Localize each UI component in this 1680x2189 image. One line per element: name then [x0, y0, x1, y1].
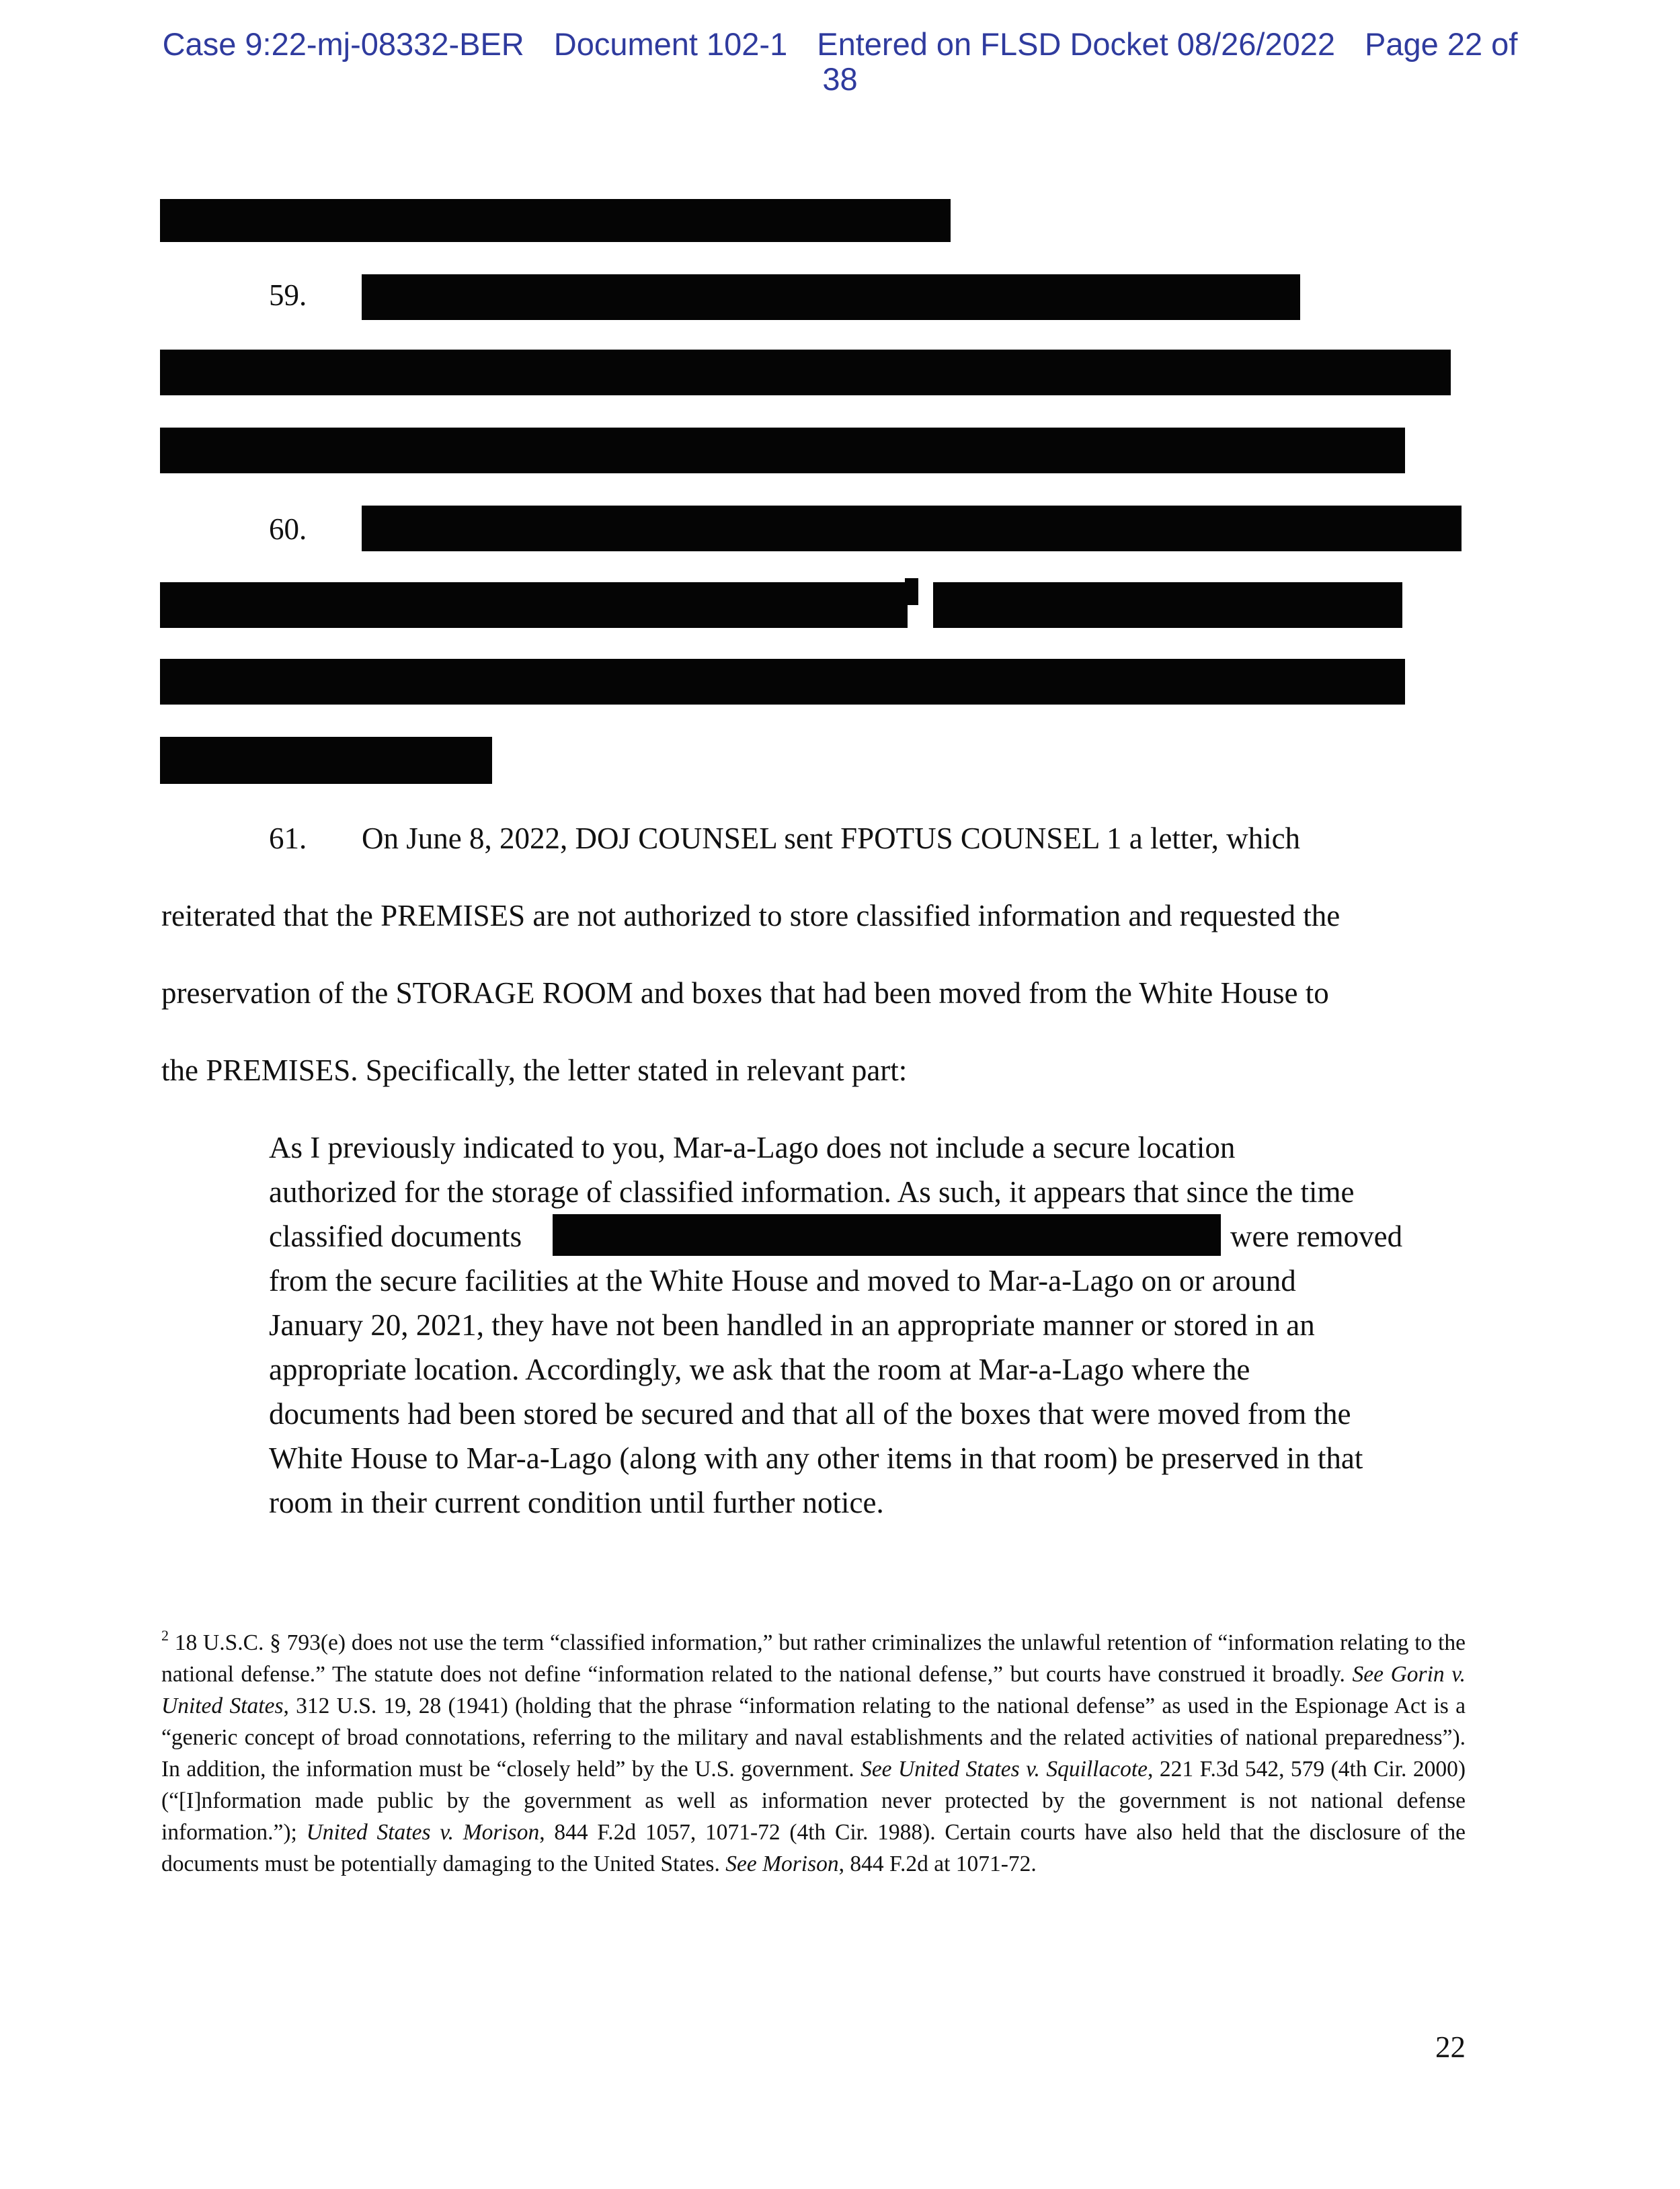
footnote-marker: 2 — [161, 1627, 169, 1644]
redaction-block — [905, 578, 918, 605]
redaction-block — [362, 506, 1462, 551]
quote-line-7: documents had been stored be secured and that all of the boxes that were moved from the — [269, 1397, 1351, 1431]
footnote-text: , 844 F.2d at 1071-72. — [838, 1852, 1037, 1876]
quote-line-1: As I previously indicated to you, Mar-a-Lago does not include a secure location — [269, 1131, 1236, 1164]
redaction-block — [553, 1214, 1221, 1256]
paragraph-61-number: 61. — [269, 822, 307, 855]
paragraph-59-number: 59. — [269, 278, 307, 312]
redaction-block — [160, 199, 951, 242]
redaction-block — [160, 582, 908, 628]
redaction-block — [160, 350, 1451, 395]
paragraph-61-line-1: On June 8, 2022, DOJ COUNSEL sent FPOTUS COUNSEL 1 a letter, which — [362, 822, 1301, 855]
docket-header — [0, 27, 1680, 97]
redaction-block — [160, 659, 1405, 705]
quote-line-8: White House to Mar-a-Lago (along with any other items in that room) be preserved in that — [269, 1441, 1363, 1475]
quote-line-6: appropriate location. Accordingly, we ask that the room at Mar-a-Lago where the — [269, 1353, 1250, 1386]
footnote-2 — [161, 1627, 1466, 1880]
footnote-citation: See Morison — [725, 1852, 839, 1876]
page-number: 22 — [1435, 2030, 1466, 2064]
footnote-text: 18 U.S.C. § 793(e) does not use the term “classified information,” but rather criminalizes the unlawful retention of “information relating to the national defense.” The statute does not define “information related to the national defense,” but courts have construed it broadly. — [161, 1630, 1466, 1687]
quote-line-2: authorized for the storage of classified information. As such, it appears that since the time — [269, 1175, 1355, 1209]
case-number: Case 9:22-mj-08332-BER — [162, 26, 524, 62]
redaction-block — [160, 428, 1405, 473]
quote-line-3-start: classified documents — [269, 1220, 522, 1253]
page-total: 38 — [822, 61, 858, 97]
paragraph-61-line-3: preservation of the STORAGE ROOM and boxes that had been moved from the White House to — [161, 976, 1329, 1010]
redaction-block — [362, 274, 1300, 320]
paragraph-61-line-2: reiterated that the PREMISES are not authorized to store classified information and requested the — [161, 899, 1341, 932]
quote-line-4: from the secure facilities at the White House and moved to Mar-a-Lago on or around — [269, 1264, 1296, 1298]
redaction-block — [160, 737, 492, 784]
page-of: Page 22 of — [1365, 26, 1518, 62]
docket-header-line-1 — [0, 27, 1680, 62]
paragraph-60-number: 60. — [269, 512, 307, 546]
footnote-text: , 844 F.2d 1057, 1071-72 (4th Cir. 1988). Certain courts have also held that the disclosure of the documents must be potentially damaging to the United States. — [161, 1820, 1466, 1876]
redaction-block — [933, 582, 1402, 628]
footnote-citation: See United States v. Squillacote — [861, 1757, 1148, 1782]
quote-line-5: January 20, 2021, they have not been handled in an appropriate manner or stored in an — [269, 1308, 1315, 1342]
footnote-text: , 312 U.S. 19, 28 (1941) (holding that the phrase “information relating to the national defense” as used in the Espionage Act is a “generic concept of broad connotations, referring to the military and naval establishments and the related activities of national preparedness”). In addition, the information must be “closely held” by the U.S. government. — [161, 1694, 1466, 1782]
entered-date: Entered on FLSD Docket 08/26/2022 — [817, 26, 1336, 62]
paragraph-61-line-4: the PREMISES. Specifically, the letter stated in relevant part: — [161, 1053, 908, 1087]
footnote-citation: See Gorin v. United States — [161, 1662, 1466, 1718]
quote-line-3-end: were removed — [1230, 1220, 1403, 1253]
footnote-citation: United States v. Morison — [306, 1820, 540, 1845]
document-number: Document 102-1 — [553, 26, 788, 62]
quote-line-9: room in their current condition until further notice. — [269, 1486, 884, 1519]
footnote-text: , 221 F.3d 542, 579 (4th Cir. 2000) (“[I]nformation made public by the government as well as information never protected by the government is not national defense information.”); — [161, 1757, 1466, 1845]
